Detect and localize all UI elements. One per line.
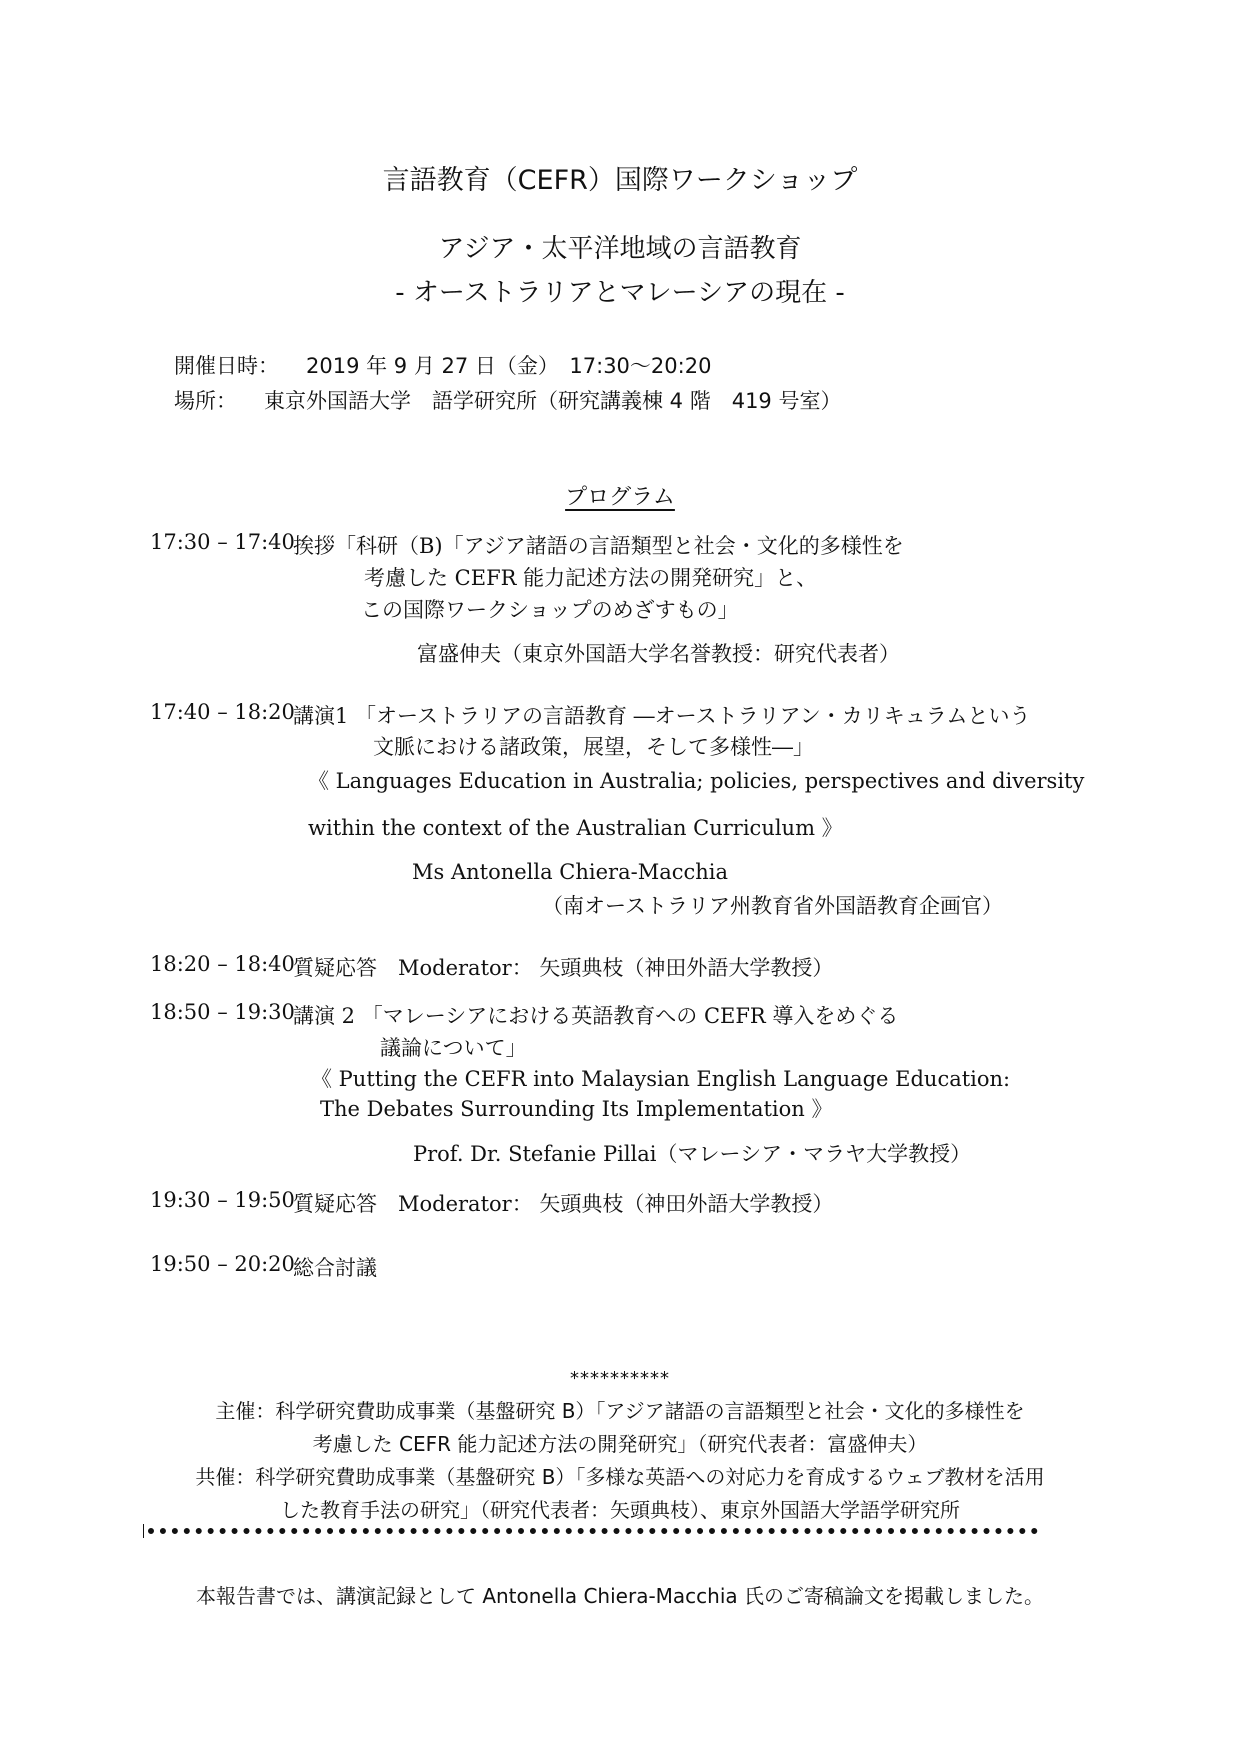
session-speaker: Ms Antonella Chiera-Macchia (412, 860, 729, 884)
dotted-separator (148, 1528, 1038, 1534)
separator-tick (143, 1524, 144, 1538)
report-note: 本報告書では、講演記録として Antonella Chiera-Macchia 氏のご寄稿論文を掲載しました。 (195, 1584, 1045, 1608)
date-label: 開催日時： (174, 354, 279, 378)
session-english-title: within the context of the Australian Curriculum 》 (308, 816, 843, 840)
session-text: 講演 2 「マレーシアにおける英語教育への CEFR 導入をめぐる (293, 1004, 899, 1028)
session-time: 19:50 – 20:20 (150, 1252, 295, 1276)
session-text: 議論について」 (380, 1036, 527, 1060)
session-text: 講演1 「オーストラリアの言語教育 ―オーストラリアン・カリキュラムという (293, 704, 1031, 728)
session-text: 考慮した CEFR 能力記述方法の開発研究」と、 (364, 566, 818, 590)
separator-stars: ********** (570, 1368, 670, 1389)
workshop-title: 言語教育（CEFR）国際ワークショップ (382, 165, 858, 196)
session-time: 19:30 – 19:50 (150, 1188, 295, 1212)
session-time: 17:40 – 18:20 (150, 700, 295, 724)
place-value: 東京外国語大学 語学研究所（研究講義棟 4 階 419 号室） (264, 389, 842, 413)
workshop-subtitle-line1: アジア・太平洋地域の言語教育 (438, 234, 802, 264)
session-speaker: Prof. Dr. Stefanie Pillai（マレーシア・マラヤ大学教授） (413, 1142, 972, 1166)
cohost-line1: 共催：科学研究費助成事業（基盤研究 B）「多様な英語への対応力を育成するウェブ教材を活用 (195, 1465, 1045, 1489)
session-text: 挨拶「科研（B)「アジア諸語の言語類型と社会・文化的多様性を (293, 534, 904, 558)
place-label: 場所： (174, 389, 237, 413)
session-text: 総合討議 (293, 1256, 377, 1280)
session-affiliation: （南オーストラリア州教育省外国語教育企画官） (542, 894, 1003, 918)
session-english-title: 《 Languages Education in Australia; policies, perspectives and diversity (308, 769, 1085, 793)
host-line2: 考慮した CEFR 能力記述方法の開発研究」（研究代表者：富盛伸夫） (312, 1432, 928, 1456)
host-line1: 主催：科学研究費助成事業（基盤研究 B）「アジア諸語の言語類型と社会・文化的多様性を (215, 1399, 1025, 1423)
session-text: 文脈における諸政策，展望，そして多様性―」 (373, 735, 814, 759)
program-title: プログラム (565, 485, 675, 510)
date-value: 2019 年 9 月 27 日（金） 17:30～20:20 (306, 354, 712, 378)
session-text: この国際ワークショップのめざすもの」 (361, 598, 739, 622)
session-english-title: The Debates Surrounding Its Implementation 》 (320, 1097, 833, 1121)
session-english-title: 《 Putting the CEFR into Malaysian English Language Education: (311, 1067, 1011, 1091)
session-text: 質疑応答 Moderator： 矢頭典枝（神田外語大学教授） (293, 1192, 834, 1216)
session-time: 18:50 – 19:30 (150, 1000, 295, 1024)
session-time: 18:20 – 18:40 (150, 952, 295, 976)
workshop-subtitle-line2: - オーストラリアとマレーシアの現在 - (395, 278, 845, 308)
session-text: 質疑応答 Moderator： 矢頭典枝（神田外語大学教授） (293, 956, 834, 980)
session-time: 17:30 – 17:40 (150, 530, 295, 554)
cohost-line2: した教育手法の研究」（研究代表者：矢頭典枝）、東京外国語大学語学研究所 (280, 1498, 960, 1522)
session-speaker: 富盛伸夫（東京外国語大学名誉教授：研究代表者） (417, 642, 900, 666)
